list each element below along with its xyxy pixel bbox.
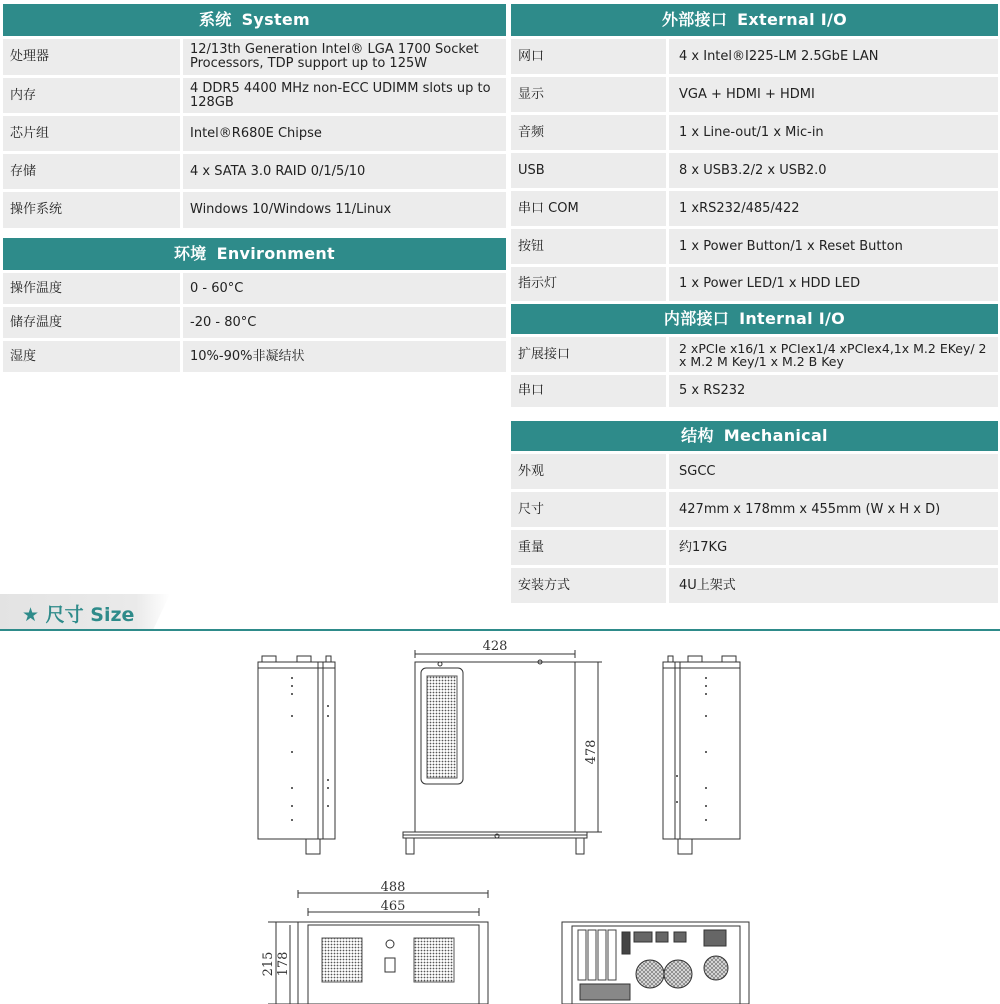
spec-value: 4 x SATA 3.0 RAID 0/1/5/10 <box>183 154 506 189</box>
spec-row <box>511 39 998 74</box>
system-section <box>3 4 506 231</box>
internal-io-section <box>511 304 998 407</box>
spec-key: 安装方式 <box>511 568 666 603</box>
dim-front-height-inner: 178 <box>276 951 291 977</box>
spec-key: 外观 <box>511 454 666 489</box>
spec-key: 储存温度 <box>3 307 180 338</box>
system-header: 系统 System <box>3 4 506 36</box>
spec-key: 存储 <box>3 154 180 189</box>
spec-value: VGA + HDMI + HDMI <box>669 77 998 112</box>
spec-value: -20 - 80°C <box>183 307 506 338</box>
spec-row <box>3 78 506 113</box>
spec-row <box>511 115 998 150</box>
spec-value: 4 DDR5 4400 MHz non-ECC UDIMM slots up to 128GB <box>183 78 506 113</box>
spec-row <box>511 454 998 489</box>
size-title: ★ 尺寸 Size <box>22 604 135 626</box>
environment-section <box>3 238 506 372</box>
spec-row <box>3 307 506 338</box>
spec-value: 5 x RS232 <box>669 375 998 407</box>
spec-row <box>3 116 506 151</box>
spec-value: 10%-90%非凝结状 <box>183 341 506 372</box>
spec-key: 显示 <box>511 77 666 112</box>
spec-key: USB <box>511 153 666 188</box>
internal-io-header: 内部接口 Internal I/O <box>511 304 998 334</box>
spec-value: Windows 10/Windows 11/Linux <box>183 192 506 228</box>
dim-front-inner: 465 <box>380 899 406 914</box>
spec-value: 1 xRS232/485/422 <box>669 191 998 226</box>
spec-key: 音频 <box>511 115 666 150</box>
side-view-left <box>258 656 335 854</box>
mechanical-header: 结构 Mechanical <box>511 421 998 451</box>
spec-row <box>511 191 998 226</box>
spec-value: 8 x USB3.2/2 x USB2.0 <box>669 153 998 188</box>
environment-header: 环境 Environment <box>3 238 506 270</box>
side-view-right <box>663 656 740 854</box>
spec-key: 串口 <box>511 375 666 407</box>
spec-row <box>511 267 998 301</box>
spec-row <box>511 337 998 372</box>
spec-value: 1 x Power LED/1 x HDD LED <box>669 267 998 301</box>
spec-value: 427mm x 178mm x 455mm (W x H x D) <box>669 492 998 527</box>
spec-row <box>511 77 998 112</box>
spec-row <box>3 39 506 75</box>
spec-row <box>511 375 998 407</box>
spec-value: 1 x Line-out/1 x Mic-in <box>669 115 998 150</box>
spec-key: 串口 COM <box>511 191 666 226</box>
spec-row <box>3 273 506 304</box>
spec-row <box>3 154 506 189</box>
spec-key: 操作温度 <box>3 273 180 304</box>
spec-value: SGCC <box>669 454 998 489</box>
dim-front-height-outer: 215 <box>261 951 276 977</box>
dim-top-width: 428 <box>482 640 508 654</box>
size-divider <box>0 629 1000 631</box>
top-view <box>403 650 602 854</box>
spec-row <box>3 192 506 228</box>
rear-view <box>562 922 749 1004</box>
mechanical-section <box>511 421 998 603</box>
spec-key: 指示灯 <box>511 267 666 301</box>
spec-key: 内存 <box>3 78 180 113</box>
spec-key: 扩展接口 <box>511 337 666 372</box>
spec-row <box>511 492 998 527</box>
spec-value: 4U上架式 <box>669 568 998 603</box>
spec-value: 0 - 60°C <box>183 273 506 304</box>
front-view <box>268 890 488 1004</box>
spec-key: 重量 <box>511 530 666 565</box>
spec-value: 约17KG <box>669 530 998 565</box>
spec-row <box>3 341 506 372</box>
spec-value: 12/13th Generation Intel® LGA 1700 Socket Processors, TDP support up to 125W <box>183 39 506 75</box>
dim-front-outer: 488 <box>380 880 406 895</box>
spec-value: 1 x Power Button/1 x Reset Button <box>669 229 998 264</box>
dimension-drawings <box>0 640 1000 1004</box>
spec-key: 尺寸 <box>511 492 666 527</box>
dim-top-depth: 478 <box>584 739 599 765</box>
spec-row <box>511 530 998 565</box>
size-section-header <box>0 594 1000 630</box>
spec-key: 湿度 <box>3 341 180 372</box>
spec-value: 2 xPCIe x16/1 x PCIex1/4 xPCIex4,1x M.2 EKey/ 2 x M.2 M Key/1 x M.2 B Key <box>669 337 998 372</box>
right-spec-column <box>511 4 998 603</box>
spec-key: 网口 <box>511 39 666 74</box>
spec-key: 按钮 <box>511 229 666 264</box>
spec-value: 4 x Intel®I225-LM 2.5GbE LAN <box>669 39 998 74</box>
spec-row <box>511 153 998 188</box>
spec-value: Intel®R680E Chipse <box>183 116 506 151</box>
external-io-section <box>511 4 998 301</box>
left-spec-column <box>3 4 506 372</box>
spec-key: 芯片组 <box>3 116 180 151</box>
spec-key: 操作系统 <box>3 192 180 228</box>
spec-key: 处理器 <box>3 39 180 75</box>
spec-row <box>511 229 998 264</box>
external-io-header: 外部接口 External I/O <box>511 4 998 36</box>
